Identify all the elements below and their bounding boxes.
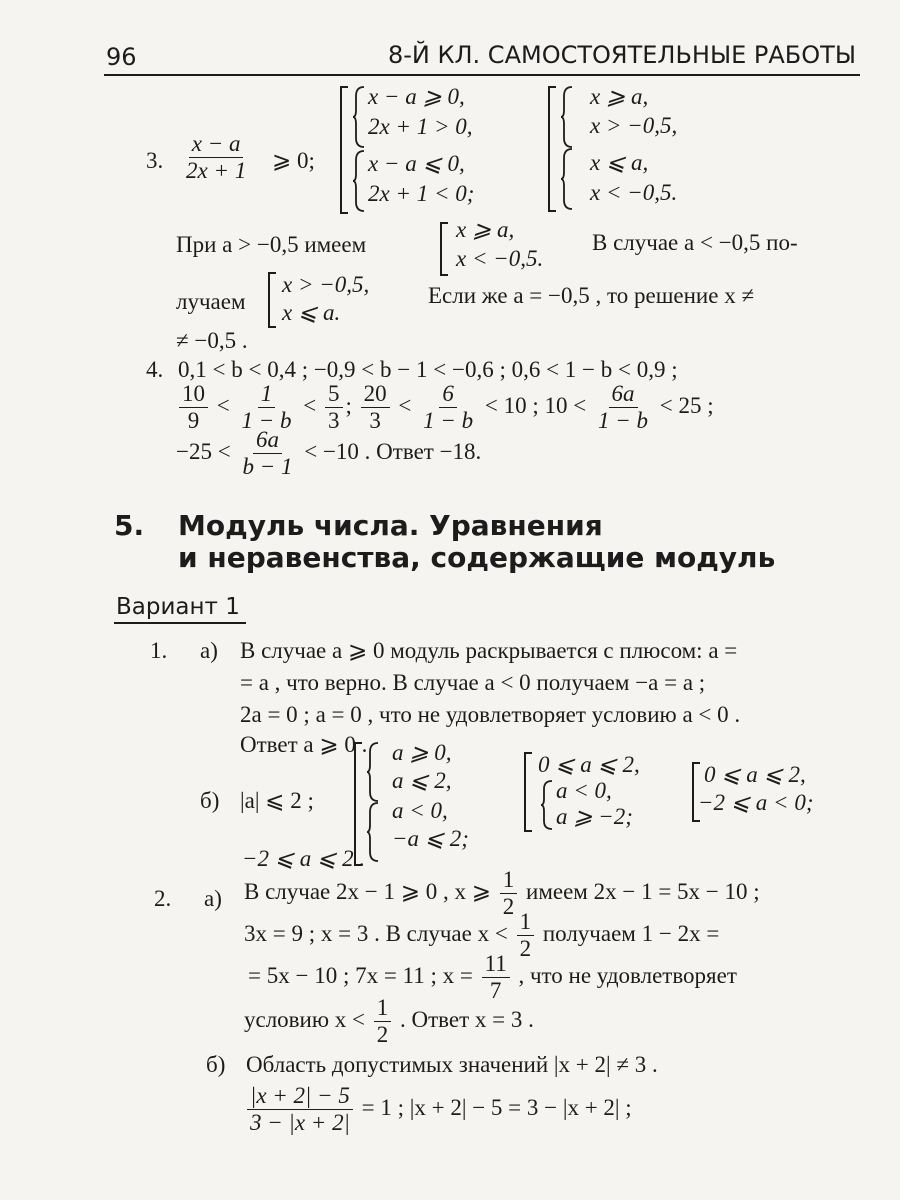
denominator: 1 − b — [598, 408, 649, 433]
denominator: 3 — [369, 408, 381, 433]
set-bracket — [440, 222, 448, 276]
denominator: 2 — [519, 936, 532, 961]
numerator: 10 — [179, 382, 208, 408]
system-brace — [560, 148, 574, 210]
answer-line: −2 ⩽ a ⩽ 2 . — [242, 846, 366, 871]
text-line: В случае a < −0,5 по- — [592, 230, 798, 255]
text-segment: 3x = 9 ; x = 3 . В случае x < — [244, 920, 508, 946]
problem-3-number: 3. — [146, 148, 164, 173]
task-1-number: 1. — [150, 638, 168, 663]
text-segment: условию x < — [244, 1006, 366, 1032]
system-line: a ⩾ −2; — [556, 804, 633, 829]
text-segment: −25 < — [176, 438, 231, 464]
text-line: Если же a = −0,5 , то решение x ≠ — [428, 283, 755, 308]
text-line: лучаем — [176, 289, 246, 314]
set-line: x > −0,5, — [282, 272, 370, 297]
part-label: б) — [200, 788, 220, 813]
text-line — [244, 996, 534, 1047]
text-segment: В случае 2x − 1 ⩾ 0 , x ⩾ — [244, 878, 492, 904]
problem-3-fraction — [180, 132, 252, 183]
system-brace — [352, 150, 366, 212]
numerator: 5 — [325, 382, 343, 408]
text-segment: < −10 . Ответ −18. — [304, 438, 482, 464]
denominator: 2x + 1 — [186, 158, 247, 183]
operator: < — [303, 392, 317, 418]
system-line: x − a ⩽ 0, — [368, 151, 465, 176]
set-line: 0 ⩽ a ⩽ 2, — [704, 762, 806, 787]
separator: ; — [345, 392, 352, 418]
text-line: 2a = 0 ; a = 0 , что не удовлетворяет условию a < 0 . — [240, 702, 741, 727]
set-bracket — [268, 272, 276, 328]
set-line: x < −0,5. — [456, 246, 544, 271]
system-line: x − a ⩾ 0, — [368, 84, 465, 109]
system-line: a ⩽ 2, — [392, 768, 452, 793]
numerator: 1 — [500, 868, 518, 894]
text-segment: получаем 1 − 2x = — [542, 920, 720, 946]
numerator: 20 — [361, 382, 390, 408]
part-label: а) — [204, 886, 222, 911]
operator: < — [398, 392, 412, 418]
text-segment: , что не удовлетворяет — [518, 962, 737, 988]
text-line: = a , что верно. В случае a < 0 получаем −a = a ; — [240, 670, 706, 695]
text-line: 0,1 < b < 0,4 ; −0,9 < b − 1 < −0,6 ; 0,6 < 1 − b < 0,9 ; — [178, 357, 678, 382]
set-line: −2 ⩽ a < 0; — [698, 790, 814, 815]
set-bracket — [548, 86, 556, 212]
text-segment: имеем 2x − 1 = 5x − 10 ; — [526, 878, 760, 904]
text-segment: < 10 ; 10 < — [484, 392, 587, 418]
variant-underline — [114, 622, 246, 624]
text-line: В случае a ⩾ 0 модуль раскрывается с плюсом: a = — [240, 638, 738, 663]
numerator: 1 — [374, 996, 392, 1022]
problem-4-number: 4. — [146, 357, 164, 382]
system-brace — [352, 86, 366, 148]
denominator: 3 − |x + 2| — [250, 1110, 350, 1135]
system-line: a < 0, — [392, 798, 448, 823]
denominator: 2 — [502, 894, 515, 919]
numerator: 1 — [258, 382, 276, 408]
inequality-line — [176, 428, 481, 479]
set-bracket — [524, 752, 532, 832]
denominator: 2 — [376, 1022, 389, 1047]
denominator: 7 — [489, 978, 502, 1003]
numerator: x − a — [189, 132, 244, 158]
variant-heading: Вариант 1 — [116, 594, 240, 620]
denominator: 1 − b — [423, 408, 474, 433]
numerator: 6a — [609, 382, 638, 408]
set-line: x ⩾ a, — [456, 217, 515, 242]
text-line: При a > −0,5 имеем — [176, 232, 367, 257]
denominator: b − 1 — [242, 454, 293, 479]
inequality-chain — [176, 382, 714, 433]
header-rule — [104, 74, 860, 76]
numerator: 6 — [439, 382, 457, 408]
system-brace — [366, 742, 380, 802]
operator: < — [216, 392, 230, 418]
part-label: б) — [206, 1052, 226, 1077]
text-segment: = 5x − 10 ; 7x = 11 ; x = — [248, 962, 473, 988]
system-line: x ⩽ a, — [590, 150, 649, 175]
denominator: 3 — [328, 408, 340, 433]
text-line: Ответ a ⩾ 0 . — [240, 732, 368, 757]
text-line: ≠ −0,5 . — [176, 328, 248, 353]
section-title: Модуль числа. Уравнения — [178, 509, 603, 542]
task-2-number: 2. — [154, 886, 172, 911]
page-number: 96 — [106, 43, 137, 71]
problem-3-relation: ⩾ 0; — [272, 148, 315, 173]
text-segment: < 25 ; — [659, 392, 714, 418]
section-number: 5. — [114, 509, 145, 542]
text-line: Область допустимых значений |x + 2| ≠ 3 . — [246, 1052, 658, 1077]
set-line: 0 ⩽ a ⩽ 2, — [538, 752, 640, 777]
system-line: a < 0, — [556, 778, 612, 803]
system-line: x > −0,5, — [590, 113, 678, 138]
set-line: x ⩽ a. — [282, 300, 341, 325]
system-brace — [540, 780, 554, 830]
text-segment: . Ответ x = 3 . — [400, 1006, 534, 1032]
section-title: и неравенства, содержащие модуль — [178, 541, 776, 574]
running-title: 8-Й КЛ. САМОСТОЯТЕЛЬНЫЕ РАБОТЫ — [387, 41, 856, 69]
numerator: 1 — [517, 910, 535, 936]
system-brace — [560, 86, 574, 148]
set-bracket — [340, 86, 348, 214]
system-brace — [366, 802, 380, 862]
system-line: 2x + 1 < 0; — [368, 181, 475, 206]
numerator: 6a — [253, 428, 282, 454]
denominator: 1 − b — [241, 408, 292, 433]
numerator: |x + 2| − 5 — [247, 1084, 353, 1110]
system-line: x ⩾ a, — [590, 84, 649, 109]
denominator: 9 — [187, 408, 200, 433]
system-line: 2x + 1 > 0, — [368, 114, 473, 139]
text-line — [244, 1084, 632, 1135]
system-line: x < −0,5. — [590, 180, 678, 205]
system-line: −a ⩽ 2; — [392, 826, 469, 851]
text-line: |a| ⩽ 2 ; — [240, 788, 314, 813]
text-segment: = 1 ; |x + 2| − 5 = 3 − |x + 2| ; — [361, 1094, 632, 1120]
part-label: а) — [200, 638, 218, 663]
numerator: 11 — [482, 952, 510, 978]
system-line: a ⩾ 0, — [392, 740, 452, 765]
